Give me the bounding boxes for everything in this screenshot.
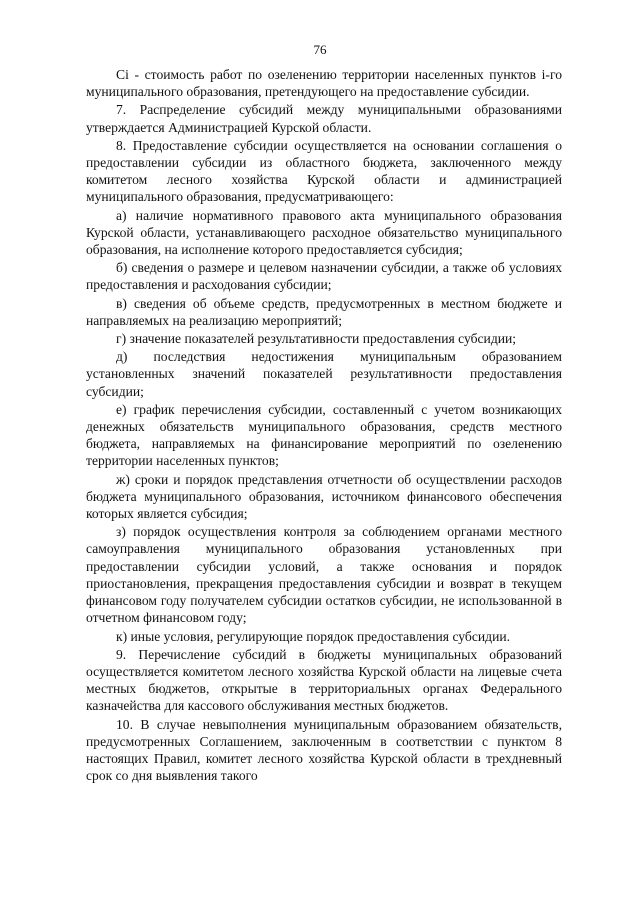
list-item-v: в) сведения об объеме средств, предусмотренных в местном бюджете и направляемых на реализацию мероприятий;	[86, 295, 562, 328]
list-item-d: д) последствия недостижения муниципальным образованием установленных значений показателей результативности предоставления субсидии;	[86, 349, 562, 399]
list-item-g: г) значение показателей результативности предоставления субсидии;	[116, 331, 517, 347]
list-item-k: к) иные условия, регулирующие порядок предоставления субсидии.	[116, 628, 511, 644]
paragraph-7: 7. Распределение субсидий между муниципальными образованиями утверждается Администрацией Курской области.	[86, 102, 562, 135]
paragraph-8: 8. Предоставление субсидии осуществляется на основании соглашения о предоставлении субсидии из областного бюджета, заключенного между комитетом лесного хозяйства Курской области и администрацией муниципального образования, предусматривающего:	[86, 137, 562, 205]
list-item-zh: ж) сроки и порядок представления отчетности об осуществлении расходов бюджета муниципального образования, источником финансового обеспечения которых является субсидия;	[86, 471, 562, 522]
list-item-a: а) наличие нормативного правового акта муниципального образования Курской области, устанавливающего расходное обязательство муниципального образования, на исполнение которого предоставляется субсидия;	[86, 207, 562, 258]
list-item-b: б) сведения о размере и целевом назначении субсидии, а также об условиях предоставления и расходования субсидии;	[86, 260, 562, 293]
paragraph-ci-definition: Ci - стоимость работ по озеленению территории населенных пунктов i-го муниципального образования, претендующего на предоставление субсидии.	[86, 67, 562, 100]
document-body	[86, 66, 562, 785]
page-number: 76	[313, 42, 327, 57]
paragraph-9: 9. Перечисление субсидий в бюджеты муниципальных образований осуществляется комитетом лесного хозяйства Курской области на лицевые счета местных бюджетов, открытые в территориальных органах Федерального казначейства для кассового обслуживания местных бюджетов.	[86, 646, 562, 714]
list-item-e: е) график перечисления субсидии, составленный с учетом возникающих денежных обязательств муниципального образования, средств местного бюджета, направляемых на финансирование мероприятий по озеленению территории населенных пунктов;	[86, 401, 562, 469]
paragraph-10: 10. В случае невыполнения муниципальным образованием обязательств, предусмотренных Соглашением, заключенным в соответствии с пунктом 8 настоящих Правил, комитет лесного хозяйства Курской области в трехдневный срок со дня выявления такого	[86, 716, 562, 784]
list-item-z: з) порядок осуществления контроля за соблюдением органами местного самоуправления муниципального образования установленных при предоставлении субсидии условий, а также основания и порядок приостановления, прекращения предоставления субсидии и возврат в текущем финансовом году получателем субсидии остатков субсидии, не использованной в отчетном финансовом году;	[86, 524, 562, 626]
